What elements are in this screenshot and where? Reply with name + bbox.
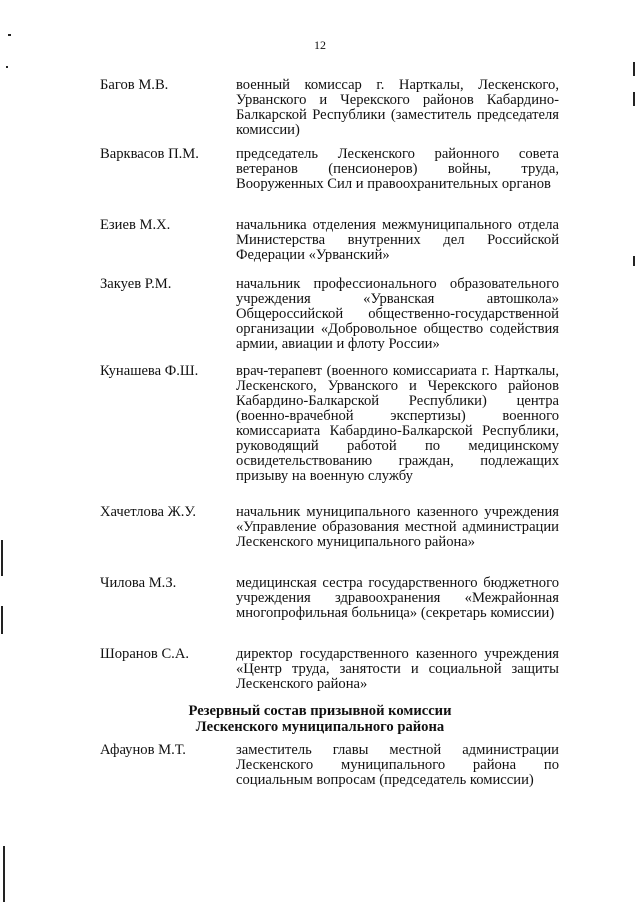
member-role: начальник муниципального казенного учреждения «Управление образования местной администрации Лескенского муниципального района» xyxy=(236,504,559,550)
reserve-section-heading xyxy=(0,703,640,735)
member-name: Афаунов М.Т. xyxy=(100,742,186,758)
page-number: 12 xyxy=(314,38,326,52)
member-role: директор государственного казенного учреждения «Центр труда, занятости и социальной защиты Лескенского района» xyxy=(236,646,559,692)
member-name: Шоранов С.А. xyxy=(100,646,190,662)
member-role: медицинская сестра государственного бюджетного учреждения здравоохранения «Межрайонная многопрофильная больница» (секретарь комиссии) xyxy=(236,575,559,621)
scan-mark-left-1 xyxy=(1,540,3,576)
member-name: Закуев Р.М. xyxy=(100,276,172,292)
member-role: заместитель главы местной администрации Лескенского муниципального района по социальным вопросам (председатель комиссии) xyxy=(236,742,559,788)
scan-mark-right-3 xyxy=(633,256,635,266)
member-name: Багов М.В. xyxy=(100,77,169,93)
reserve-heading-line-2: Лескенского муниципального района xyxy=(195,719,445,735)
member-name: Кунашева Ф.Ш. xyxy=(100,363,199,379)
reserve-heading-line-1: Резервный состав призывной комиссии xyxy=(188,703,452,719)
scan-mark-top-left xyxy=(8,34,11,36)
member-role: военный комиссар г. Нарткалы, Лескенского, Урванского и Черекского районов Кабардино-Балкарской Республики (заместитель председателя комиссии) xyxy=(236,77,559,138)
member-role: начальник профессионального образовательного учреждения «Урванская автошкола» Общероссийской общественно-государственной организации «Добровольное общество содействия армии, авиации и флоту России» xyxy=(236,276,559,352)
scan-mark-top-left-2 xyxy=(6,66,8,68)
member-name: Чилова М.З. xyxy=(100,575,177,591)
member-name: Езиев М.Х. xyxy=(100,217,171,233)
member-name: Хачетлова Ж.У. xyxy=(100,504,196,520)
member-role: председатель Лескенского районного совета ветеранов (пенсионеров) войны, труда, Вооруженных Сил и правоохранительных органов xyxy=(236,146,559,192)
scan-mark-left-2 xyxy=(1,606,3,634)
scan-mark-left-3 xyxy=(3,846,5,902)
member-name: Варквасов П.М. xyxy=(100,146,199,162)
scan-mark-right-1 xyxy=(633,62,635,76)
member-role: врач-терапевт (военного комиссариата г. Нарткалы, Лескенского, Урванского и Черекского районов Кабардино-Балкарской Республики) центра (военно-врачебной экспертизы) военного комиссариата Кабардино-Балкарской Республики, руководящий работой по медицинскому освидетельствованию граждан, подлежащих призыву на военную службу xyxy=(236,363,559,484)
scan-mark-right-2 xyxy=(633,92,635,106)
member-role: начальника отделения межмуниципального отдела Министерства внутренних дел Российской Федерации «Урванский» xyxy=(236,217,559,263)
